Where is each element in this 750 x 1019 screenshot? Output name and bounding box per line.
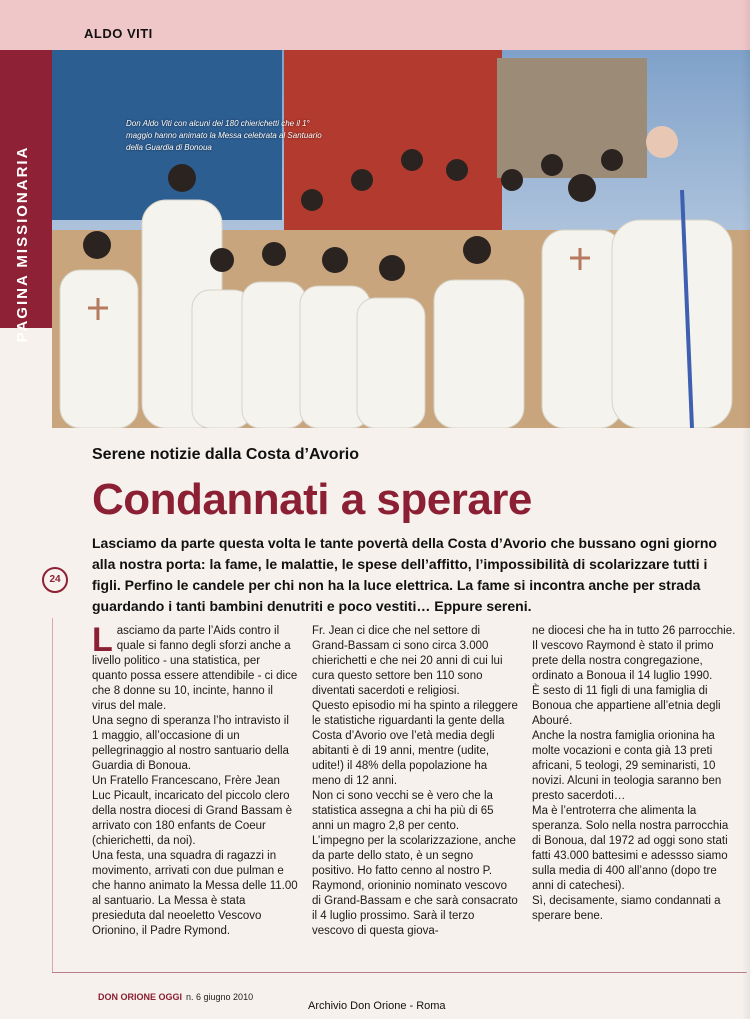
page-number: 24 bbox=[42, 567, 68, 593]
footer-magazine bbox=[98, 992, 253, 1002]
paragraph: Sì, decisamente, siamo condannati a sperare bene. bbox=[532, 895, 721, 922]
paragraph: Un Fratello Francescano, Frère Jean Luc Picault, incaricato del piccolo clero della nostra diocesi di Grand Bassam è arrivato con 180 enfants de Coeur (chierichetti, da noi). bbox=[92, 775, 293, 847]
text-column-2 bbox=[312, 624, 518, 962]
article-photo bbox=[52, 50, 750, 428]
paragraph: ne diocesi che ha in tutto 26 parrocchie. Il vescovo Raymond è stato il primo prete della nostra congregazione, ordinato a Bonoua il 14 luglio 1990. bbox=[532, 625, 736, 682]
text-column-3 bbox=[532, 624, 738, 962]
drop-cap: L bbox=[92, 621, 113, 659]
paragraph: Una segno di speranza l’ho intravisto il 1 maggio, all’occasione di un pellegrinaggio al nostro santuario della Guardia di Bonoua. bbox=[92, 715, 289, 772]
paragraph: Fr. Jean ci dice che nel settore di Grand-Bassam ci sono circa 3.000 chierichetti e che nei 20 anni di cui lui cura questo settore ben 110 sono diventati sacerdoti e religiosi. bbox=[312, 625, 503, 697]
page-edge-shadow bbox=[742, 0, 750, 1019]
paragraph: Non ci sono vecchi se è vero che la statistica assegna a chi ha più di 65 anni un magro 2,8 per cento. bbox=[312, 790, 494, 832]
magazine-name: DON ORIONE OGGI bbox=[98, 992, 183, 1002]
paragraph: Una festa, una squadra di ragazzi in movimento, arrivati con due pulman e che hanno animato la Messa delle 11.00 al santuario. La Messa è stata presieduta dal neoeletto Vescovo Orionino, il Padre Rymond. bbox=[92, 850, 298, 937]
archive-credit: Archivio Don Orione - Roma bbox=[308, 1000, 446, 1012]
paragraph: Lasciamo da parte l’Aids contro il quale si fanno degli sforzi anche a livello politico - una statistica, per quanto possa essere attendibile - ci dice che 8 donne su 10, incinte, hanno il virus del male. bbox=[92, 621, 298, 712]
section-label: PAGINA MISSIONARIA bbox=[14, 145, 31, 343]
issue-info: n. 6 giugno 2010 bbox=[186, 992, 254, 1002]
photo-caption: Don Aldo Viti con alcuni dei 180 chierichetti che il 1° maggio hanno animato la Messa celebrata al Santuario della Guardia di Bonoua bbox=[126, 119, 322, 152]
section-strip bbox=[0, 50, 52, 343]
photo-illustration bbox=[52, 50, 750, 428]
paragraph: Anche la nostra famiglia orionina ha molte vocazioni e conta già 13 preti africani, 5 teologi, 29 seminaristi, 10 novizi. Alcuni in teologia saranno ben presto sacerdoti… bbox=[532, 730, 722, 802]
paragraph: È sesto di 11 figli di una famiglia di Bonoua che appartiene all’etnia degli Abouré. bbox=[532, 685, 721, 727]
article-body bbox=[92, 621, 740, 962]
author-name: ALDO VITI bbox=[84, 26, 153, 41]
article-lead: Lasciamo da parte questa volta le tante povertà della Costa d’Avorio che bussano ogni giorno alla nostra porta: la fame, le malattie, le spese dell’affitto, l’impossibilità di scolarizzare tutti i figli. Perfino le candele per chi non ha la luce elettrica. La fame si incontra anche per strada guardando i tanti bambini denutriti e poco vestiti… Eppure sereni. bbox=[92, 535, 717, 614]
paragraph: Questo episodio mi ha spinto a rileggere le statistiche riguardanti la gente della Costa d’Avorio ove l’età media degli abitanti è di 19 anni, mentre (udite, udite!) il 48% della popolazione ha meno di 12 anni. bbox=[312, 700, 518, 787]
article-subtitle: Serene notizie dalla Costa d’Avorio bbox=[92, 446, 360, 463]
paragraph: Ma è l’entroterra che alimenta la speranza. Solo nella nostra parrocchia di Bonoua, dal 1972 ad oggi sono stati fatti 43.000 battesimi e adessso siamo sulla media di 400 all’anno (dopo tre anni di catechesi). bbox=[532, 805, 729, 892]
paragraph: L’impegno per la scolarizzazione, anche da parte dello stato, è un segno positivo. Ho fatto cenno al nostro P. Raymond, orioninio nominato vescovo di Grand-Bassam e che sarà consacrato il 4 luglio prossimo. Sarà il terzo vescovo di questa giova- bbox=[312, 835, 518, 937]
footer-divider bbox=[52, 972, 746, 973]
text-column-1 bbox=[92, 621, 298, 962]
article-title: Condannati a sperare bbox=[92, 475, 532, 524]
